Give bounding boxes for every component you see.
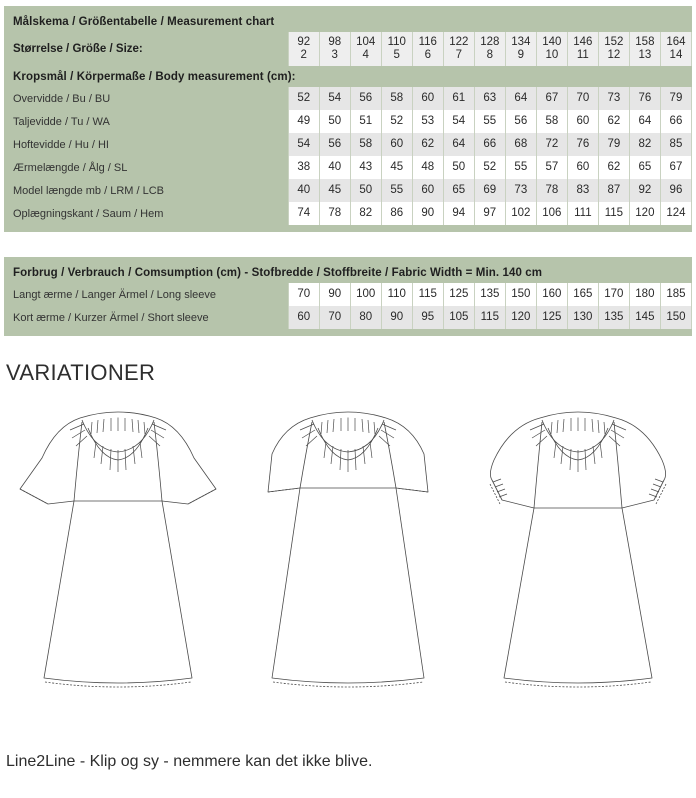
cell: 58 [350, 133, 381, 156]
cell: 66 [660, 110, 691, 133]
size-age-11: 13 [638, 49, 652, 61]
size-header-row [4, 32, 692, 66]
size-age-5: 7 [455, 49, 462, 61]
cell: 60 [412, 87, 443, 110]
cell: 105 [443, 306, 474, 329]
cell: 68 [505, 133, 536, 156]
cell: 63 [474, 87, 505, 110]
cell: 52 [381, 110, 412, 133]
table-row [4, 306, 692, 329]
cell: 64 [505, 87, 536, 110]
size-cm-7: 134 [511, 35, 531, 48]
consumption-title-row [4, 262, 692, 283]
cell: 69 [474, 179, 505, 202]
cell: 125 [536, 306, 567, 329]
cell: 49 [288, 110, 319, 133]
size-column-7 [505, 32, 536, 66]
cell: 145 [629, 306, 660, 329]
size-age-4: 6 [424, 49, 431, 61]
cell: 94 [443, 202, 474, 225]
cell: 90 [319, 283, 350, 306]
cell: 100 [350, 283, 381, 306]
size-column-11 [629, 32, 660, 66]
size-age-3: 5 [393, 49, 400, 61]
size-cm-3: 110 [387, 35, 406, 48]
cell: 43 [350, 156, 381, 179]
cell: 55 [505, 156, 536, 179]
row-label: Hoftevidde / Hu / HI [4, 133, 288, 156]
measurement-chart-title: Målskema / Größentabelle / Measurement chart [4, 11, 692, 32]
cell: 45 [319, 179, 350, 202]
measurement-chart-title-row [4, 11, 692, 32]
cell: 65 [629, 156, 660, 179]
variations-figures [0, 386, 696, 706]
cell: 60 [567, 110, 598, 133]
cell: 67 [660, 156, 691, 179]
cell: 64 [629, 110, 660, 133]
cell: 85 [660, 133, 691, 156]
size-age-12: 14 [669, 49, 683, 61]
table-row [4, 179, 692, 202]
cell: 54 [443, 110, 474, 133]
cell: 82 [350, 202, 381, 225]
cell: 185 [660, 283, 691, 306]
cell: 73 [598, 87, 629, 110]
cell: 120 [505, 306, 536, 329]
row-label: Model længde mb / LRM / LCB [4, 179, 288, 202]
size-cm-8: 140 [542, 35, 562, 48]
cell: 65 [443, 179, 474, 202]
cell: 106 [536, 202, 567, 225]
measurement-chart-table [4, 6, 692, 232]
cell: 58 [536, 110, 567, 133]
cell: 79 [660, 87, 691, 110]
cell: 45 [381, 156, 412, 179]
cell: 60 [412, 179, 443, 202]
body-measurement-subtitle: Kropsmål / Körpermaße / Body measurement (cm): [4, 66, 692, 87]
cell: 66 [474, 133, 505, 156]
cell: 67 [536, 87, 567, 110]
cell: 150 [660, 306, 691, 329]
cell: 96 [660, 179, 691, 202]
table-row [4, 110, 692, 133]
size-column-9 [567, 32, 598, 66]
table-row [4, 283, 692, 306]
cell: 87 [598, 179, 629, 202]
size-cm-0: 92 [297, 35, 311, 48]
measurement-chart-body [4, 6, 692, 232]
cell: 53 [412, 110, 443, 133]
size-age-10: 12 [607, 49, 621, 61]
cell: 50 [350, 179, 381, 202]
row-label: Taljevidde / Tu / WA [4, 110, 288, 133]
cell: 58 [381, 87, 412, 110]
size-column-10 [598, 32, 629, 66]
row-label: Oplægningskant / Saum / Hem [4, 202, 288, 225]
size-age-1: 3 [331, 49, 338, 61]
cell: 56 [350, 87, 381, 110]
cell: 86 [381, 202, 412, 225]
cell: 120 [629, 202, 660, 225]
cell: 165 [567, 283, 598, 306]
cell: 78 [536, 179, 567, 202]
size-age-2: 4 [362, 49, 369, 61]
size-cm-2: 104 [356, 35, 376, 48]
cell: 60 [567, 156, 598, 179]
cell: 102 [505, 202, 536, 225]
cell: 76 [567, 133, 598, 156]
row-label: Ærmelængde / Ålg / SL [4, 156, 288, 179]
cell: 83 [567, 179, 598, 202]
row-label: Kort ærme / Kurzer Ärmel / Short sleeve [4, 306, 288, 329]
cell: 38 [288, 156, 319, 179]
cell: 56 [319, 133, 350, 156]
body-measurement-subtitle-row [4, 66, 692, 87]
cell: 76 [629, 87, 660, 110]
cell: 135 [474, 283, 505, 306]
footer-tagline: Line2Line - Klip og sy - nemmere kan det ikke blive. [6, 753, 373, 770]
cell: 170 [598, 283, 629, 306]
page-title: VARIATIONER [6, 360, 156, 385]
size-column-5 [443, 32, 474, 66]
cell: 56 [505, 110, 536, 133]
size-cm-12: 164 [666, 35, 686, 48]
size-age-0: 2 [300, 49, 307, 61]
size-cm-10: 152 [604, 35, 624, 48]
dress-puff-sleeve-icon [468, 396, 688, 706]
cell: 73 [505, 179, 536, 202]
cell: 40 [319, 156, 350, 179]
cell: 70 [567, 87, 598, 110]
cell: 55 [474, 110, 505, 133]
table-row [4, 87, 692, 110]
row-label: Langt ærme / Langer Ärmel / Long sleeve [4, 283, 288, 306]
table-row [4, 156, 692, 179]
cell: 62 [412, 133, 443, 156]
cell: 70 [288, 283, 319, 306]
cell: 51 [350, 110, 381, 133]
cell: 115 [474, 306, 505, 329]
size-column-6 [474, 32, 505, 66]
cell: 110 [381, 283, 412, 306]
size-cm-6: 128 [480, 35, 500, 48]
size-cm-1: 98 [328, 35, 342, 48]
cell: 82 [629, 133, 660, 156]
size-cm-4: 116 [418, 35, 437, 48]
cell: 61 [443, 87, 474, 110]
size-column-3 [381, 32, 412, 66]
row-label: Overvidde / Bu / BU [4, 87, 288, 110]
size-cm-11: 158 [635, 35, 655, 48]
cell: 55 [381, 179, 412, 202]
cell: 111 [567, 202, 598, 225]
size-column-12 [660, 32, 691, 66]
size-cm-5: 122 [449, 35, 469, 48]
consumption-chart-title: Forbrug / Verbrauch / Comsumption (cm) - Stofbredde / Stoffbreite / Fabric Width = Min. 140 cm [4, 262, 692, 283]
cell: 115 [412, 283, 443, 306]
cell: 60 [288, 306, 319, 329]
cell: 78 [319, 202, 350, 225]
cell: 50 [443, 156, 474, 179]
size-age-8: 10 [545, 49, 559, 61]
cell: 90 [412, 202, 443, 225]
cell: 64 [443, 133, 474, 156]
cell: 48 [412, 156, 443, 179]
cell: 115 [598, 202, 629, 225]
size-column-1 [319, 32, 350, 66]
cell: 125 [443, 283, 474, 306]
cell: 80 [350, 306, 381, 329]
table-bottom-padding-row [4, 225, 692, 232]
consumption-chart-table [4, 257, 692, 336]
cell: 97 [474, 202, 505, 225]
cell: 52 [474, 156, 505, 179]
cell: 160 [536, 283, 567, 306]
cell: 70 [319, 306, 350, 329]
consumption-bottom-padding-row [4, 329, 692, 336]
size-age-9: 11 [576, 49, 589, 61]
size-row-label: Størrelse / Größe / Size: [4, 32, 288, 66]
cell: 124 [660, 202, 691, 225]
cell: 52 [288, 87, 319, 110]
cell: 74 [288, 202, 319, 225]
table-row [4, 202, 692, 225]
cell: 40 [288, 179, 319, 202]
cell: 60 [381, 133, 412, 156]
cell: 135 [598, 306, 629, 329]
size-column-2 [350, 32, 381, 66]
cell: 79 [598, 133, 629, 156]
cell: 54 [319, 87, 350, 110]
size-cm-9: 146 [573, 35, 593, 48]
cell: 92 [629, 179, 660, 202]
cell: 50 [319, 110, 350, 133]
cell: 90 [381, 306, 412, 329]
cell: 57 [536, 156, 567, 179]
size-column-4 [412, 32, 443, 66]
cell: 150 [505, 283, 536, 306]
size-age-7: 9 [517, 49, 525, 61]
cell: 180 [629, 283, 660, 306]
cell: 130 [567, 306, 598, 329]
cell: 72 [536, 133, 567, 156]
dress-cap-sleeve-icon [238, 396, 458, 706]
cell: 62 [598, 110, 629, 133]
table-separator [0, 232, 696, 251]
size-age-6: 8 [486, 49, 493, 61]
consumption-chart-body [4, 257, 692, 336]
cell: 95 [412, 306, 443, 329]
size-column-8 [536, 32, 567, 66]
cell: 54 [288, 133, 319, 156]
size-column-0 [288, 32, 319, 66]
dress-short-sleeve-icon [8, 396, 228, 706]
cell: 62 [598, 156, 629, 179]
page-root [0, 6, 696, 798]
table-row [4, 133, 692, 156]
